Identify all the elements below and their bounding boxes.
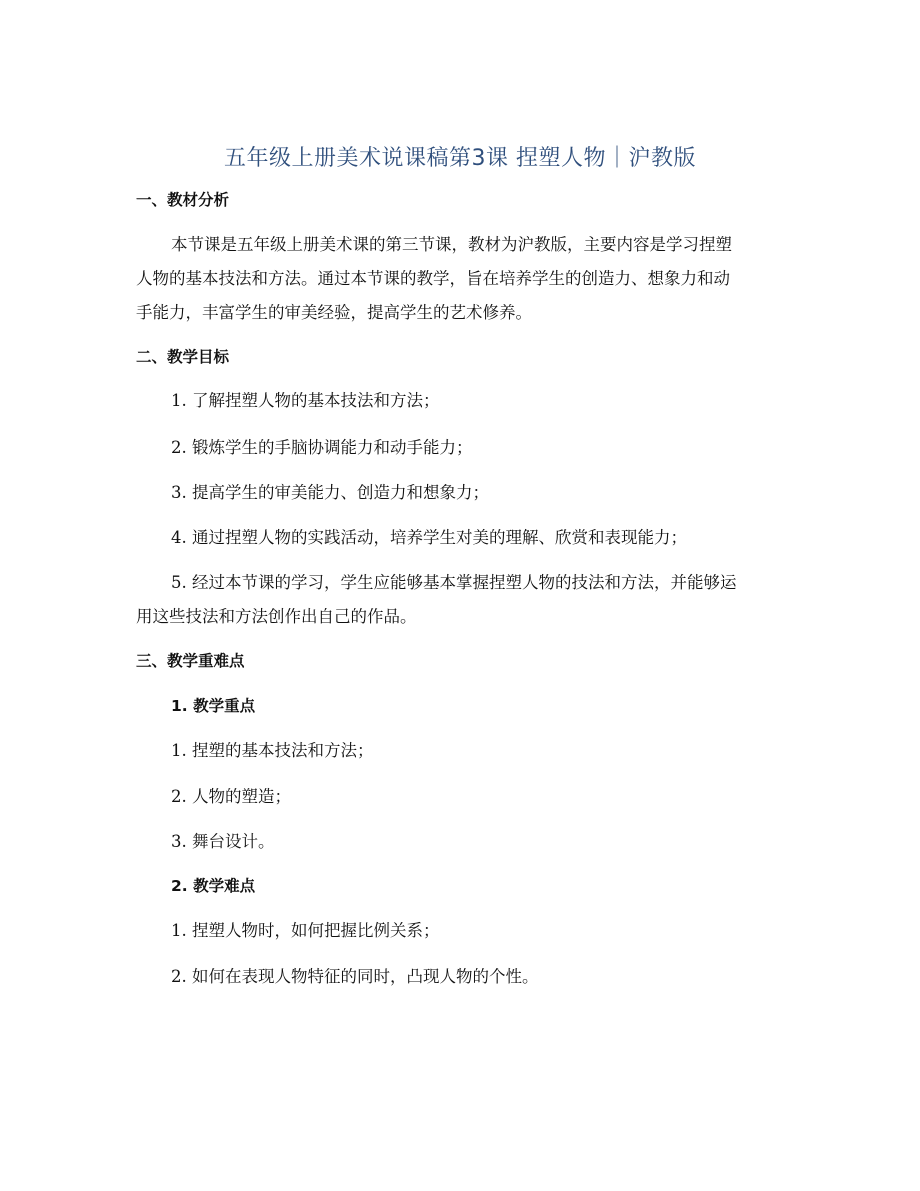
list-item: 3. 舞台设计。: [171, 832, 275, 851]
subsection-heading-key-points: 1. 教学重点: [171, 697, 256, 715]
list-item-multiline: [136, 566, 786, 634]
subsection-heading-difficult-points: 2. 教学难点: [171, 877, 256, 895]
section-heading-key-and-difficult-points: 三、教学重难点: [136, 652, 245, 670]
paragraph-line: 人物的基本技法和方法。通过本节课的教学，旨在培养学生的创造力、想象力和动: [136, 269, 730, 288]
list-item: 1. 了解捏塑人物的基本技法和方法；: [171, 391, 440, 410]
document-title: 五年级上册美术说课稿第3课 捏塑人物｜沪教版: [224, 146, 696, 171]
list-item: 2. 锻炼学生的手脑协调能力和动手能力；: [171, 438, 473, 457]
paragraph-line: 手能力，丰富学生的审美经验，提高学生的艺术修养。: [136, 303, 532, 322]
section1-paragraph: [136, 228, 786, 330]
list-item: 1. 捏塑的基本技法和方法；: [171, 741, 374, 760]
section-heading-teaching-material-analysis: 一、教材分析: [136, 191, 230, 209]
list-item: 2. 人物的塑造；: [171, 787, 291, 806]
list-item: 4. 通过捏塑人物的实践活动，培养学生对美的理解、欣赏和表现能力；: [171, 528, 687, 547]
paragraph-line: 5. 经过本节课的学习，学生应能够基本掌握捏塑人物的技法和方法，并能够运: [171, 573, 737, 592]
list-item: 1. 捏塑人物时，如何把握比例关系；: [171, 921, 440, 940]
section-heading-teaching-objectives: 二、教学目标: [136, 348, 230, 366]
list-item: 2. 如何在表现人物特征的同时，凸现人物的个性。: [171, 967, 539, 986]
paragraph-line: 本节课是五年级上册美术课的第三节课，教材为沪教版，主要内容是学习捏塑: [171, 235, 732, 254]
list-item: 3. 提高学生的审美能力、创造力和想象力；: [171, 483, 489, 502]
paragraph-line: 用这些技法和方法创作出自己的作品。: [136, 607, 417, 626]
